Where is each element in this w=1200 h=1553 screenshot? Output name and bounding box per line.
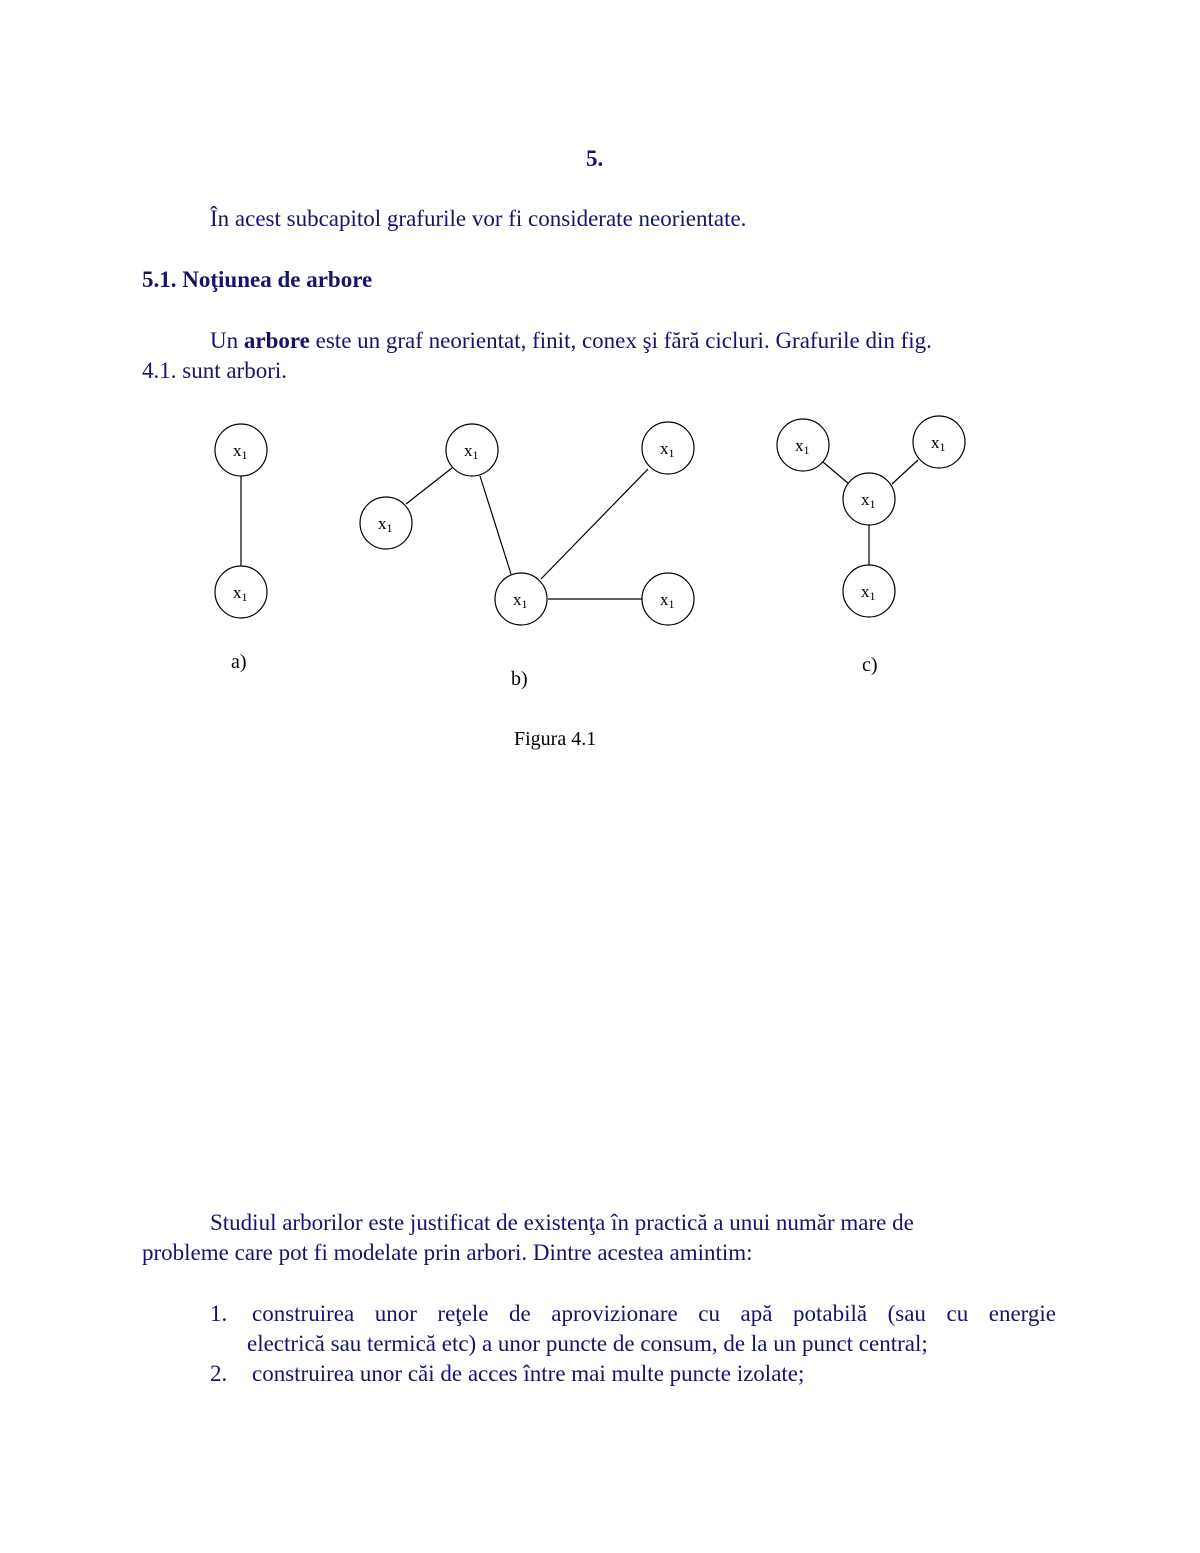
tree-definition-line-2: 4.1. sunt arbori. [142,358,288,383]
subfigure-label-b: b) [511,668,528,690]
node-label: x1 [861,490,876,511]
edge-c-1 [823,462,849,484]
study-paragraph-line-2: probleme care pot fi modelate prin arbori. Dintre acestea amintim: [142,1240,753,1265]
node-label: x1 [378,514,393,535]
node-label: x1 [464,441,479,462]
node-label: x1 [513,590,528,611]
subfigure-label-c: c) [862,654,878,676]
intro-sentence: În acest subcapitol grafurile vor fi considerate neorientate. [210,206,747,231]
chapter-number: 5. [586,146,604,171]
list-item-1-number: 1. [210,1301,228,1326]
node-label: x1 [931,433,946,454]
study-paragraph-line-1: Studiul arborilor este justificat de existenţa în practică a unui număr mare de [210,1210,914,1235]
definition-prefix: Un [210,328,244,353]
list-item-2-line-1: construirea unor căi de acces între mai multe puncte izolate; [252,1361,805,1386]
node-label: x1 [861,582,876,603]
list-item-2-number: 2. [210,1361,228,1386]
node-label: x1 [660,439,675,460]
edge-b-2 [480,476,511,574]
node-label: x1 [233,441,248,462]
edge-b-3 [541,469,648,579]
node-label: x1 [233,583,248,604]
figure-caption: Figura 4.1 [514,728,597,750]
subfigure-label-a: a) [231,651,247,673]
definition-term: arbore [243,328,310,353]
definition-rest: este un graf neorientat, finit, conex şi fără cicluri. Grafurile din fig. [309,328,932,353]
section-title: 5.1. Noţiunea de arbore [142,267,373,292]
list-item-1-line-1: construirea unor reţele de aprovizionare cu apă potabilă (sau cu energie [252,1301,1056,1326]
node-label: x1 [795,436,810,457]
node-label: x1 [660,590,675,611]
list-item-1-line-2: electrică sau termică etc) a unor puncte de consum, de la un punct central; [247,1331,928,1356]
edge-b-1 [406,468,452,504]
edge-c-2 [892,460,918,484]
